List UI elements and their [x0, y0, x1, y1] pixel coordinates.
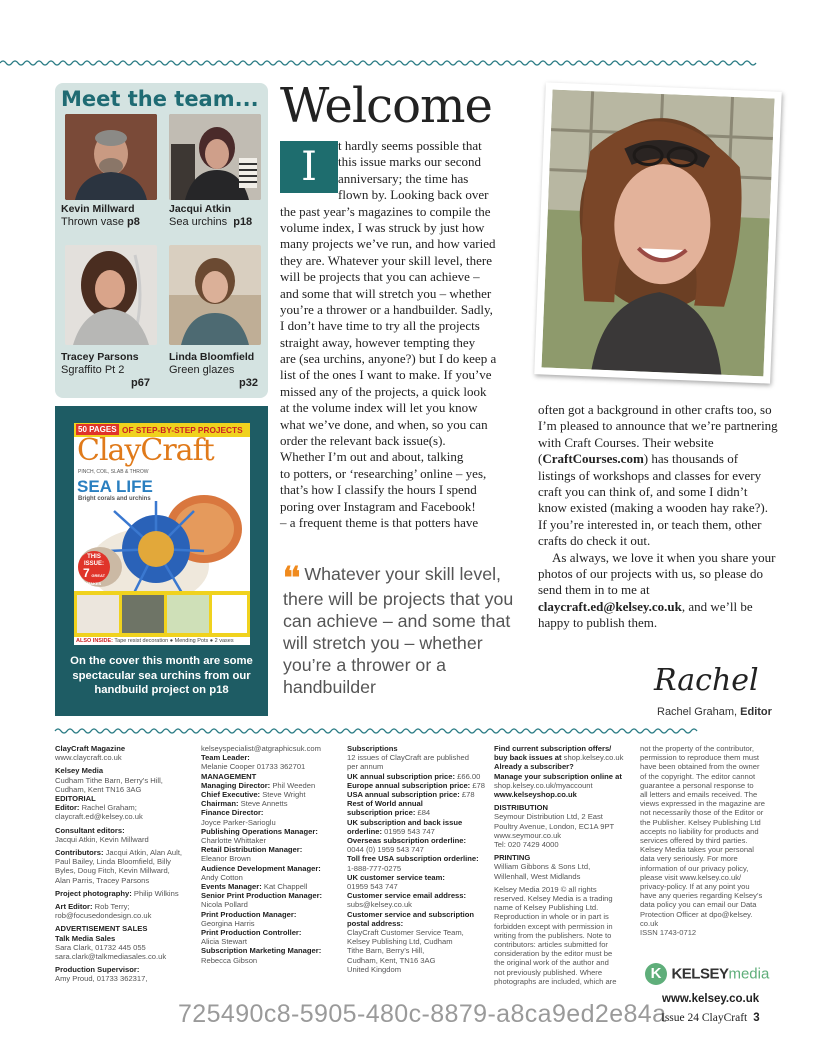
- footer-line: Willenhall, West Midlands: [494, 871, 581, 881]
- tracey-parsons-photo: [65, 245, 157, 345]
- editor-photo: [534, 82, 782, 383]
- footer-heading: Print Production Manager:: [201, 909, 297, 919]
- footer-line: [201, 946, 341, 955]
- jacqui-atkin-photo: [169, 114, 261, 200]
- col1-line: you’re a thrower or a handbuilder. Sadly,: [280, 301, 493, 317]
- col1-line: at the volume index will let you know: [280, 400, 478, 416]
- footer-line: William Gibbons & Sons Ltd,: [494, 862, 591, 872]
- footer-line: Tithe Barn, Berry’s Hill,: [347, 946, 425, 956]
- pull-quote: [283, 563, 523, 698]
- footer-line: Eleanor Brown: [201, 854, 251, 864]
- footer-line: ClayCraft Customer Service Team,: [347, 928, 464, 938]
- footer-heading: Manage your subscription online at: [494, 771, 622, 781]
- editor-portrait-image: [542, 90, 775, 377]
- footer-line: [55, 924, 195, 933]
- footer-line: United Kingdom: [347, 964, 402, 974]
- col1-line: and some that will stretch you – whether: [280, 285, 492, 301]
- footer-heading: PRINTING: [494, 853, 531, 863]
- kelsey-media-logo: [645, 963, 769, 985]
- footer-heading: orderline:: [347, 826, 385, 836]
- footer-value: Steve Annetts: [240, 799, 288, 809]
- footer-heading: Kelsey Media: [55, 766, 104, 776]
- footer-heading: Senior Print Production Manager:: [201, 891, 323, 901]
- footer-line: forbidden except with permission in: [494, 921, 613, 931]
- footer-heading: USA annual subscription price:: [347, 790, 462, 800]
- footer-line: [55, 803, 195, 812]
- footer-line: Georgina Harris: [201, 918, 255, 928]
- footer-line: [347, 781, 487, 790]
- team-title: Meet the team...: [61, 87, 259, 111]
- footer-heading: Audience Development Manager:: [201, 863, 321, 873]
- member-role-1: [61, 216, 140, 228]
- col1-line: straight away, however tempting they: [280, 334, 476, 350]
- footer-line: Alan Parris, Tracey Parsons: [55, 875, 150, 885]
- cover-badge: [78, 551, 110, 586]
- footer-line: [494, 772, 634, 781]
- member-role-2-text: Sea urchins: [169, 216, 228, 228]
- footer-line: Cudham, Kent, TN16 3AG: [347, 955, 436, 965]
- footer-line: [201, 845, 341, 854]
- footer-line: www.seymour.co.uk: [494, 830, 562, 840]
- footer-value: shop.kelsey.co.uk: [563, 753, 624, 763]
- footer-line: [201, 772, 341, 781]
- footer-column-4: [494, 744, 634, 986]
- col1-line: Whether I’m out and about, talking: [280, 449, 464, 465]
- col1-line: are (sea urchins, anyone?) but I do keep a: [280, 351, 497, 367]
- footer-heading: Overseas subscription orderline:: [347, 836, 467, 846]
- cover-masthead: ClayCraft: [77, 433, 214, 468]
- footer-heading: Find current subscription offers/: [494, 744, 612, 753]
- cover-banner-text: OF STEP-BY-STEP PROJECTS: [122, 425, 243, 435]
- member-name-3: Tracey Parsons: [61, 351, 139, 363]
- footer-line: [201, 910, 341, 919]
- footer-heading: ClayCraft Magazine: [55, 744, 126, 753]
- footer-line: 1-888-777-0275: [347, 863, 402, 873]
- col1-line: missed any of the projects, a quick look: [280, 383, 487, 399]
- editor-email-link[interactable]: claycraft.ed@kelsey.co.uk: [538, 598, 682, 614]
- kelsey-logo-word: KELSEY: [671, 965, 729, 983]
- col1-line: volume index, I was struck by just how: [280, 219, 485, 235]
- footer-line: [494, 753, 634, 762]
- craftcourses-link[interactable]: CraftCourses.com: [542, 451, 644, 467]
- footer-line: Jacqui Atkin, Kevin Millward: [55, 834, 149, 844]
- footer-line: [347, 799, 487, 808]
- footer-heading: Chairman:: [201, 799, 241, 809]
- footer-line: rob@focusedondesign.co.uk: [55, 911, 152, 921]
- footer-line: [55, 934, 195, 943]
- footer-line: Kelsey Media takes your personal: [640, 845, 754, 855]
- footer-line: subs@kelsey.co.uk: [347, 900, 412, 910]
- footer-line: [347, 772, 487, 781]
- footer-line: [201, 808, 341, 817]
- footer-value: Jacqui Atkin, Alan Ault,: [105, 848, 183, 858]
- footer-line: shop.kelsey.co.uk/myaccount: [494, 780, 593, 790]
- footer-line: data very seriously. For more: [640, 854, 738, 864]
- footer-line: [347, 854, 487, 863]
- footer-column-1: [55, 744, 195, 984]
- signature-text: Rachel: [654, 663, 759, 698]
- footer-line: Seymour Distribution Ltd, 2 East: [494, 812, 603, 822]
- footer-heading: Project photography:: [55, 888, 134, 898]
- footer-line: Cudham Tithe Barn, Berry’s Hill,: [55, 775, 163, 785]
- col1-line: order the relevant back issue(s).: [280, 433, 446, 449]
- footer-line: [347, 919, 487, 928]
- footer-heading: Retail Distribution Manager:: [201, 845, 303, 855]
- footer-heading: DISTRIBUTION: [494, 803, 548, 813]
- cover-subhead: Bright corals and urchins: [78, 496, 151, 502]
- kelsey-website[interactable]: www.kelsey.co.uk: [662, 993, 760, 1005]
- footer-heading: Managing Director:: [201, 780, 273, 790]
- footer-heading: Contributors:: [55, 848, 106, 858]
- footer-line: not necessarily those of the Editor or: [640, 808, 764, 818]
- cover-badge-top: THIS ISSUE:: [83, 554, 104, 567]
- footer-line: [55, 794, 195, 803]
- footer-line: Alicia Stewart: [201, 937, 248, 947]
- footer-line: have been obtained from the owner: [640, 762, 760, 772]
- footer-line: [494, 762, 634, 771]
- footer-line: 12 issues of ClayCraft are published: [347, 753, 469, 763]
- footer-line: the Publisher. Kelsey Publishing Ltd: [640, 817, 761, 827]
- footer-line: [494, 790, 634, 799]
- footer-line: [347, 836, 487, 845]
- footer-line: [347, 910, 487, 919]
- footer-value: Rachel Graham;: [81, 803, 137, 813]
- cover-also-inside: [76, 638, 234, 644]
- footer-value: Kat Chappell: [263, 882, 308, 892]
- editorial-column-2: [538, 402, 778, 632]
- footer-heading: Customer service and subscription: [347, 909, 475, 919]
- footer-line: data policy you can email our Data: [640, 900, 757, 910]
- footer-line: 0044 (0) 1959 543 747: [347, 845, 424, 855]
- footer-value: 01959 543 747: [384, 826, 435, 836]
- footer-line: not previously published. Where: [494, 967, 603, 977]
- footer-line: [347, 808, 487, 817]
- pull-quote-text: Whatever your skill level, there will be projects that you can achieve – and some that will stretch you – whether you’re a thrower or a handbuilder: [283, 564, 514, 697]
- footer-line: privacy-policy. If at any point you: [640, 882, 750, 892]
- quote-mark-icon: ❛❛: [283, 561, 299, 596]
- footer-value: £78: [472, 780, 485, 790]
- footer-heading: Toll free USA subscription orderline:: [347, 854, 479, 864]
- footer-line: Melanie Cooper 01733 362701: [201, 762, 306, 772]
- col1-line: anniversary; the time has: [338, 170, 469, 186]
- footer-line: [201, 882, 341, 891]
- col1-line: poring over Instagram and Facebook!: [280, 498, 476, 514]
- col1-line: will be projects that you can achieve –: [280, 269, 480, 285]
- footer-value: Rob Terry;: [94, 902, 130, 912]
- top-wave-rule: [0, 59, 827, 67]
- footer-line: Byles, Doug Fitch, Kevin Millward,: [55, 866, 170, 876]
- col2-para-1: [538, 402, 778, 550]
- footer-line: permission to reproduce them must: [640, 753, 760, 763]
- footer-line: [201, 790, 341, 799]
- footer-line: [494, 744, 634, 753]
- footer-line: [55, 965, 195, 974]
- col1-line: t hardly seems possible that: [338, 138, 482, 153]
- footer-line: Sara Clark, 01732 445 055: [55, 942, 146, 952]
- member-role-3: Sgraffito Pt 2: [61, 364, 125, 376]
- footer-value: Phil Weeden: [272, 780, 316, 790]
- magazine-cover-image: [74, 423, 250, 645]
- footer-line: services offered by third parties.: [640, 836, 748, 846]
- footer-line: Rebecca Gibson: [201, 955, 258, 965]
- cover-caption: On the cover this month are some spectacular sea urchins from our handbuild project on p18: [70, 655, 253, 696]
- col2-text-c: As always, we love it when you share your photos of our projects with us, so please do send them in to me at: [538, 549, 776, 598]
- footer-line: not the property of the contributor,: [640, 744, 754, 753]
- footer-line: [201, 753, 341, 762]
- footer-line: Andy Cotton: [201, 872, 243, 882]
- footer-line: [347, 744, 487, 753]
- footer-line: [494, 803, 634, 812]
- editor-role: Editor: [740, 706, 772, 718]
- footer-line: Joyce Parker-Sarioglu: [201, 817, 276, 827]
- col2-para-2: [538, 550, 778, 632]
- footer-heading: EDITORIAL: [55, 794, 96, 804]
- footer-line: information of our privacy policy,: [640, 863, 749, 873]
- footer-column-5: [640, 744, 780, 937]
- footer-line: sara.clark@talkmediasales.co.uk: [55, 952, 167, 962]
- meet-the-team-panel: [55, 83, 268, 398]
- footer-line: [201, 864, 341, 873]
- cover-headline: SEA LIFE: [77, 477, 153, 496]
- footer-heading: postal address:: [347, 918, 404, 928]
- footer-heading: Chief Executive:: [201, 790, 263, 800]
- footer-line: [347, 827, 487, 836]
- footer-line: [494, 853, 634, 862]
- member-page-4: p32: [239, 377, 258, 389]
- footer-heading: Team Leader:: [201, 753, 250, 763]
- footer-line: Protection Officer at dpo@kelsey.: [640, 909, 753, 919]
- footer-line: [55, 744, 195, 753]
- footer-line: [55, 826, 195, 835]
- member-role-2: [169, 216, 252, 228]
- cover-banner-num: 50 PAGES: [78, 425, 117, 434]
- footer-heading: UK subscription and back issue: [347, 817, 463, 827]
- footer-heading: Already a subscriber?: [494, 762, 574, 772]
- col2-text-b: ) has thousands of listings of workshops and classes for every craft you can think of, and some I didn’t know existed (making a wooden hay rake?). If you’re interested in, or teach them, other crafts do check it out.: [538, 451, 768, 549]
- footer-line: Kelsey Media 2019 © all rights: [494, 884, 597, 894]
- cover-badge-bottom: GREAT MAKES: [86, 573, 106, 586]
- footer-line: consideration by the editor must be: [494, 949, 613, 959]
- kelsey-logo-icon: K: [645, 963, 667, 985]
- footer-column-2: [201, 744, 341, 965]
- footer-line: www.claycraft.co.uk: [55, 753, 122, 763]
- also-inside-label: ALSO INSIDE:: [76, 638, 113, 644]
- drop-cap: I: [280, 141, 338, 193]
- footer-heading: www.kelseyshop.co.uk: [494, 790, 577, 800]
- member-name-1: Kevin Millward: [61, 203, 135, 215]
- footer-heading: Events Manager:: [201, 882, 264, 892]
- footer-heading: Production Supervisor:: [55, 965, 140, 975]
- footer-line: all letters and emails received. The: [640, 790, 758, 800]
- footer-line: Tel: 020 7429 4000: [494, 840, 559, 850]
- member-page-2: p18: [233, 216, 253, 228]
- footer-line: [201, 827, 341, 836]
- col1-line: flown by. Looking back over: [338, 187, 489, 203]
- also-inside-text: Tape resist decoration ● Mending Pots ● 2 vases: [114, 638, 234, 644]
- issue-label: Issue 24 ClayCraft: [661, 1012, 748, 1024]
- footer-line: Cudham, Kent TN16 3AG: [55, 784, 142, 794]
- footer-line: Reproduction in whole or in part is: [494, 912, 609, 922]
- footer-line: Nicola Pollard: [201, 900, 248, 910]
- member-role-1-text: Thrown vase: [61, 216, 124, 228]
- cover-badge-num: 7: [82, 566, 90, 580]
- col1-line: many projects we’ve run, and how varied: [280, 236, 496, 252]
- footer-line: [347, 790, 487, 799]
- footer-line: of the copyright. The editor cannot: [640, 771, 756, 781]
- editor-name: Rachel Graham,: [657, 706, 738, 718]
- editorial-column-1: [280, 138, 515, 531]
- footer-line: [201, 799, 341, 808]
- footer-line: per annum: [347, 762, 384, 772]
- footer-heading: MANAGEMENT: [201, 771, 257, 781]
- footer-heading: subscription price:: [347, 808, 418, 818]
- footer-value: Philip Wilkins: [133, 888, 179, 898]
- footer-line: [201, 891, 341, 900]
- cover-panel: [55, 406, 268, 716]
- footer-line: 01959 543 747: [347, 882, 398, 892]
- footer-line: claycraft.ed@kelsey.co.uk: [55, 812, 143, 822]
- footer-heading: UK annual subscription price:: [347, 771, 458, 781]
- footer-heading: Rest of World annual: [347, 799, 423, 809]
- footer-line: accepts no liability for products and: [640, 826, 759, 836]
- col1-line: that’s how I classify the hours I spend: [280, 482, 477, 498]
- col2-text-a: often got a background in other crafts too, so I’m pleased to announce that we’re partnering with Craft Courses. Their website (: [538, 402, 778, 467]
- footer-heading: Consultant editors:: [55, 825, 125, 835]
- col1-line: this issue marks our second: [338, 154, 481, 170]
- footer-heading: buy back issues at: [494, 753, 564, 763]
- page-number: 3: [753, 1012, 760, 1024]
- footer-heading: Art Editor:: [55, 902, 95, 912]
- footer-column-3: [347, 744, 487, 974]
- col1-line: to potters, or ‘researching’ online – yes,: [280, 465, 487, 481]
- footer-line: views expressed in the magazine are: [640, 799, 765, 809]
- footer-line: [55, 902, 195, 911]
- col1-line: list of the ones I want to make. If you’ve: [280, 367, 492, 383]
- watermark-id: 725490c8-5905-480c-8879-a8ca9ed2e84a: [178, 1000, 667, 1028]
- member-page-3: p67: [131, 377, 150, 389]
- page-folio: [661, 1012, 760, 1024]
- footer-line: kelseyspecialist@atgraphicsuk.com: [201, 744, 321, 753]
- footer-line: [55, 889, 195, 898]
- footer-line: Amy Proud, 01733 362317,: [55, 974, 148, 984]
- footer-line: photographs are included, which are: [494, 976, 617, 986]
- member-page-1: p8: [127, 216, 140, 228]
- footer-line: [347, 873, 487, 882]
- footer-heading: Publishing Operations Manager:: [201, 826, 318, 836]
- footer-line: [347, 818, 487, 827]
- footer-line: writing from the publishers. Note to: [494, 930, 612, 940]
- footer-line: ISSN 1743-0712: [640, 928, 697, 938]
- editor-signoff: [657, 706, 772, 718]
- footer-line: Charlotte Whittaker: [201, 836, 266, 846]
- footer-line: [201, 928, 341, 937]
- footer-value: Steve Wright: [262, 790, 306, 800]
- footer-line: Poultry Avenue, London, EC1A 9PT: [494, 821, 615, 831]
- footer-line: contributors: articles submitted for: [494, 940, 608, 950]
- footer-heading: Subscriptions: [347, 744, 398, 753]
- col1-line: I don’t have time to try all the projects: [280, 318, 480, 334]
- welcome-heading: Welcome: [280, 78, 492, 134]
- footer-value: £84: [417, 808, 431, 818]
- linda-bloomfield-photo: [169, 245, 261, 345]
- footer-line: name of Kelsey Publishing Ltd.: [494, 903, 599, 913]
- footer-heading: ADVERTISEMENT SALES: [55, 924, 148, 934]
- member-role-4: Green glazes: [169, 364, 235, 376]
- footer-line: Paul Bailey, Linda Bloomfield, Billy: [55, 857, 171, 867]
- footer-line: [201, 781, 341, 790]
- editor-signature: [650, 652, 760, 702]
- footer-line: have any queries regarding Kelsey’s: [640, 891, 763, 901]
- footer-heading: Subscription Marketing Manager:: [201, 946, 322, 956]
- footer-heading: Customer service email address:: [347, 891, 467, 901]
- kevin-millward-photo: [65, 114, 157, 200]
- cover-thumbstrip: [74, 591, 250, 637]
- col1-line: they are. Whatever your skill level, there: [280, 252, 493, 268]
- footer-heading: Print Production Controller:: [201, 928, 302, 938]
- footer-heading: Editor:: [55, 803, 82, 813]
- footer-heading: Talk Media Sales: [55, 933, 116, 943]
- footer-value: £66.00: [457, 771, 481, 781]
- col1-line: the past year’s magazines to compile the: [280, 203, 491, 219]
- footer-line: Kelsey Publishing Ltd, Cudham: [347, 937, 453, 947]
- member-name-4: Linda Bloomfield: [169, 351, 255, 363]
- member-name-2: Jacqui Atkin: [169, 203, 232, 215]
- col1-line: what we’ve done, and when, so you can: [280, 416, 488, 432]
- media-logo-word: media: [728, 965, 770, 983]
- footer-line: [55, 766, 195, 775]
- col1-line: – a frequent theme is that potters have: [280, 514, 479, 530]
- footer-line: co.uk: [640, 918, 659, 928]
- footer-line: reserved. Kelsey Media is a trading: [494, 894, 613, 904]
- col2-text-d: , and we’ll be happy to publish them.: [538, 598, 753, 631]
- footer-line: please visit www.kelsey.co.uk/: [640, 872, 742, 882]
- footer-line: [347, 891, 487, 900]
- footer-line: [55, 848, 195, 857]
- footer-heading: UK customer service team:: [347, 872, 445, 882]
- cover-strap: PINCH, COIL, SLAB & THROW: [78, 469, 149, 475]
- footer-wave-rule: [0, 727, 827, 735]
- footer-value: £78: [461, 790, 475, 800]
- footer-heading: Europe annual subscription price:: [347, 780, 473, 790]
- footer-line: the original work of the author and: [494, 958, 609, 968]
- footer-heading: Finance Director:: [201, 808, 264, 818]
- footer-line: guarantee a personal response to: [640, 780, 754, 790]
